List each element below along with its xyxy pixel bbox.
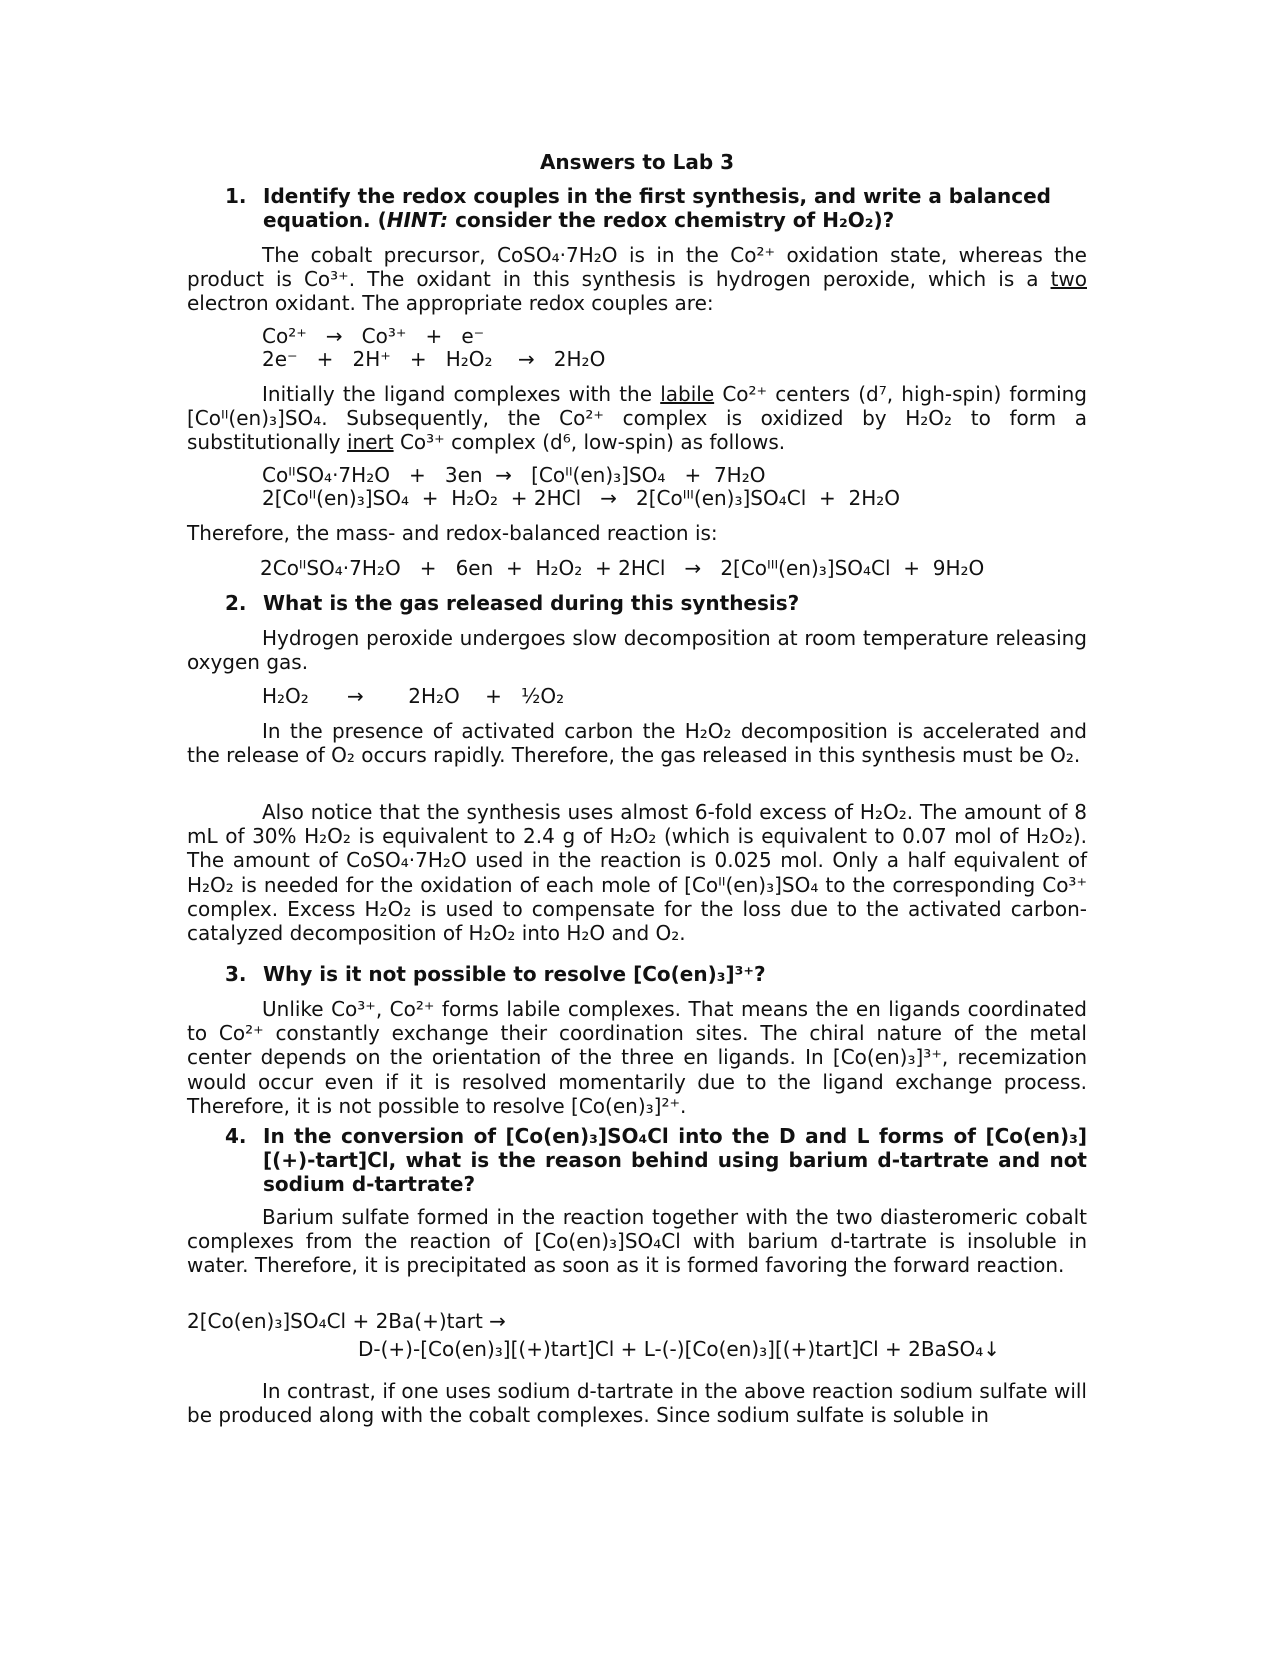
question-text: In the conversion of [Co(en)₃]SO₄Cl into the D and L forms of [Co(en)₃][(+)-tart]Cl, what is the reason behind using barium d-tartrate and not sodium d-tartrate?: [263, 1124, 1087, 1197]
question-number: 3.: [225, 962, 247, 986]
question-2: [225, 591, 1087, 615]
equation: Co²⁺ → Co³⁺ + e⁻: [262, 324, 485, 348]
question-text: Why is it not possible to resolve [Co(en)₃]³⁺?: [263, 962, 766, 986]
equation: 2[Co(en)₃]SO₄Cl + 2Ba(+)tart →: [187, 1309, 506, 1333]
equation: CoᴵᴵSO₄·7H₂O + 3en → [Coᴵᴵ(en)₃]SO₄ + 7H₂O: [262, 463, 766, 487]
paragraph: In the presence of activated carbon the H₂O₂ decomposition is accelerated and the release of O₂ occurs rapidly. Therefore, the gas released in this synthesis must be O₂.: [187, 719, 1087, 768]
paragraph: Therefore, the mass- and redox-balanced reaction is:: [187, 521, 718, 545]
question-4: [225, 1124, 1087, 1197]
question-number: 1.: [225, 184, 247, 208]
paragraph: Unlike Co³⁺, Co²⁺ forms labile complexes. That means the en ligands coordinated to Co²⁺ constantly exchange their coordination sites. The chiral nature of the metal center depends on the orientation of the three en ligands. In [Co(en)₃]³⁺, recemization would occur even if it is resolved momentarily due to the ligand exchange process. Therefore, it is not possible to resolve [Co(en)₃]²⁺.: [187, 997, 1087, 1118]
paragraph: Barium sulfate formed in the reaction together with the two diasteromeric cobalt complexes from the reaction of [Co(en)₃]SO₄Cl with barium d-tartrate is insoluble in water. Therefore, it is precipitated as soon as it is formed favoring the forward reaction.: [187, 1205, 1087, 1278]
paragraph: Initially the ligand complexes with the labile Co²⁺ centers (d⁷, high-spin) forming [Coᴵᴵ(en)₃]SO₄. Subsequently, the Co²⁺ complex is oxidized by H₂O₂ to form a substitutionally inert Co³⁺ complex (d⁶, low-spin) as follows.: [187, 382, 1087, 455]
question-1: [225, 184, 1087, 232]
paragraph: Hydrogen peroxide undergoes slow decomposition at room temperature releasing oxygen gas.: [187, 626, 1087, 675]
equation: 2e⁻ + 2H⁺ + H₂O₂ → 2H₂O: [262, 347, 606, 371]
equation: H₂O₂ → 2H₂O + ½O₂: [262, 684, 565, 708]
page-title: Answers to Lab 3: [539, 150, 735, 174]
paragraph: The cobalt precursor, CoSO₄·7H₂O is in the Co²⁺ oxidation state, whereas the product is Co³⁺. The oxidant in this synthesis is hydrogen peroxide, which is a two electron oxidant. The appropriate redox couples are:: [187, 243, 1087, 316]
equation: D-(+)-[Co(en)₃][(+)tart]Cl + L-(-)[Co(en)₃][(+)tart]Cl + 2BaSO₄↓: [358, 1337, 1001, 1361]
question-3: [225, 962, 1087, 986]
question-text: What is the gas released during this synthesis?: [263, 591, 800, 615]
question-text: Identify the redox couples in the first synthesis, and write a balanced equation. (HINT: consider the redox chemistry of H₂O₂)?: [263, 184, 1051, 233]
paragraph: Also notice that the synthesis uses almost 6-fold excess of H₂O₂. The amount of 8 mL of 30% H₂O₂ is equivalent to 2.4 g of H₂O₂ (which is equivalent to 0.07 mol of H₂O₂). The amount of CoSO₄·7H₂O used in the reaction is 0.025 mol. Only a half equivalent of H₂O₂ is needed for the oxidation of each mole of [Coᴵᴵ(en)₃]SO₄ to the corresponding Co³⁺ complex. Excess H₂O₂ is used to compensate for the loss due to the activated carbon-catalyzed decomposition of H₂O₂ into H₂O and O₂.: [187, 800, 1087, 946]
question-number: 2.: [225, 591, 247, 615]
paragraph: In contrast, if one uses sodium d-tartrate in the above reaction sodium sulfate will be produced along with the cobalt complexes. Since sodium sulfate is soluble in: [187, 1379, 1087, 1428]
equation: 2CoᴵᴵSO₄·7H₂O + 6en + H₂O₂ + 2HCl → 2[Coᴵᴵᴵ(en)₃]SO₄Cl + 9H₂O: [260, 556, 985, 580]
hint-label: HINT:: [386, 208, 449, 233]
equation: 2[Coᴵᴵ(en)₃]SO₄ + H₂O₂ + 2HCl → 2[Coᴵᴵᴵ(en)₃]SO₄Cl + 2H₂O: [262, 486, 900, 510]
question-number: 4.: [225, 1124, 247, 1148]
